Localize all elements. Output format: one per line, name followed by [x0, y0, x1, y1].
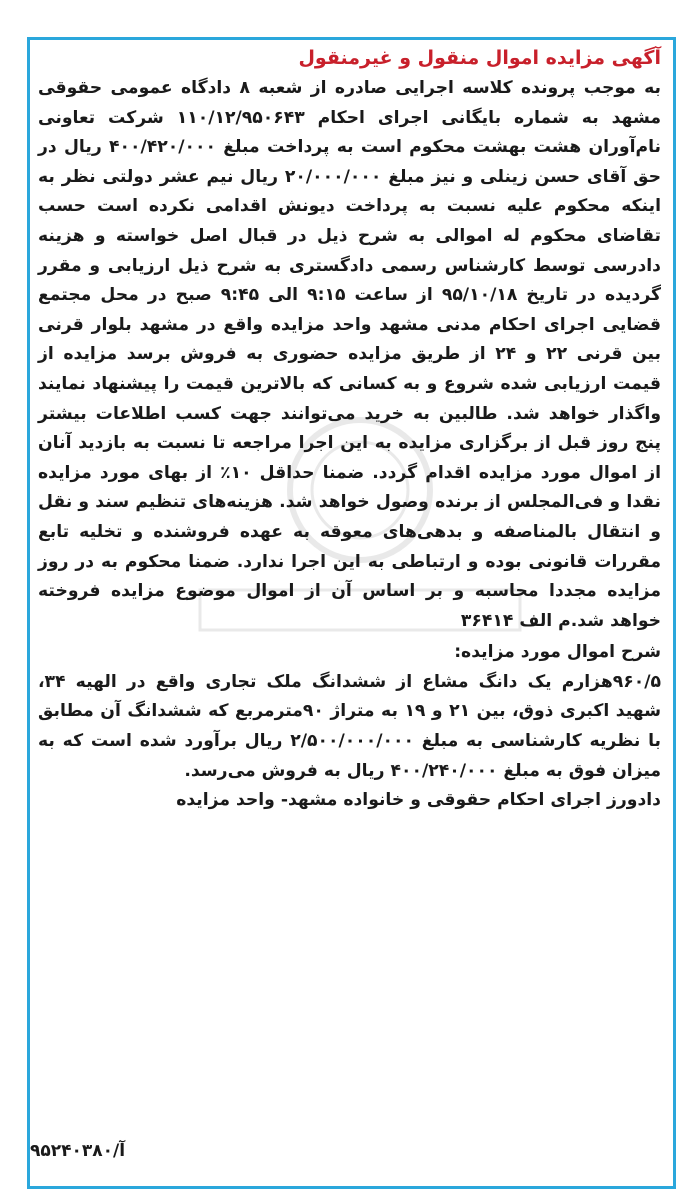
- signature-line: دادورز اجرای احکام حقوقی و خانواده مشهد- واحد مزایده: [176, 790, 661, 811]
- notice-body: به موجب پرونده کلاسه اجرایی صادره از شعبه ۸ دادگاه عمومی حقوقی مشهد به شماره بایگانی اجرای احکام ۱۱۰/۱۲/۹۵۰۶۴۳ شرکت تعاونی نام‌آوران هشت بهشت محکوم است به پرداخت مبلغ ۴۰۰/۴۲۰/۰۰۰ ریال در حق آقای حسن زینلی و نیز مبلغ ۲۰/۰۰۰/۰۰۰ ریال نیم عشر دولتی نظر به اینکه محکوم علیه نسبت به پرداخت دیونش اقدامی نکرده است حسب تقاضای محکوم له اموالی به شرح ذیل در قبال اصل خواسته و هزینه دادرسی توسط کارشناس رسمی دادگستری به شرح ذیل ارزیابی و مقرر گردیده در تاریخ ۹۵/۱۰/۱۸ از ساعت ۹:۱۵ الی ۹:۴۵ صبح در محل مجتمع قضایی اجرای احکام مدنی مشهد واحد مزایده واقع در مشهد بلوار قرنی بین قرنی ۲۲ و ۲۴ از طریق مزایده حضوری به فروش برسد مزایده از قیمت ارزیابی شده شروع و به کسانی که بالاترین قیمت را پیشنهاد نمایند واگذار خواهد شد. طالبین به خرید می‌توانند جهت کسب اطلاعات بیشتر پنج روز قبل از برگزاری مزایده به این اجرا مراجعه تا نسبت به بازدید آنان از اموال مورد مزایده اقدام گردد. ضمنا حداقل ۱۰٪ از بهای مورد مزایده نقدا و فی‌المجلس از برنده وصول خواهد شد. هزینه‌های تنظیم سند و نقل و انتقال بالمناصفه و بدهی‌های معوقه به عهده فروشنده و تخلیه تابع مقررات قانونی بوده و ارتباطی به این اجرا ندارد. ضمنا محکوم به در روز مزایده مجددا محاسبه و بر اساس آن از اموال موضوع مزایده فروخته خواهد شد.م الف ۳۶۴۱۴: [38, 78, 662, 631]
- property-description: ۹۶۰/۵هزارم یک دانگ مشاع از ششدانگ ملک تجاری واقع در الهیه ۳۴، شهید اکبری ذوق، بین ۲۱ و ۱۹ به متراژ ۹۰مترمربع که ششدانگ آن مطابق با نظریه کارشناسی به مبلغ ۲/۵۰۰/۰۰۰/۰۰۰ ریال برآورد شده است که به میزان فوق به مبلغ ۴۰۰/۲۴۰/۰۰۰ ریال به فروش می‌رسد.: [38, 671, 662, 781]
- notice-content: [38, 42, 661, 816]
- reference-code: آ/۹۵۲۴۰۳۸۰: [30, 1141, 126, 1161]
- notice-title: آگهی مزایده اموال منقول و غیرمنقول: [298, 47, 661, 69]
- property-section-heading: شرح اموال مورد مزایده:: [454, 642, 661, 663]
